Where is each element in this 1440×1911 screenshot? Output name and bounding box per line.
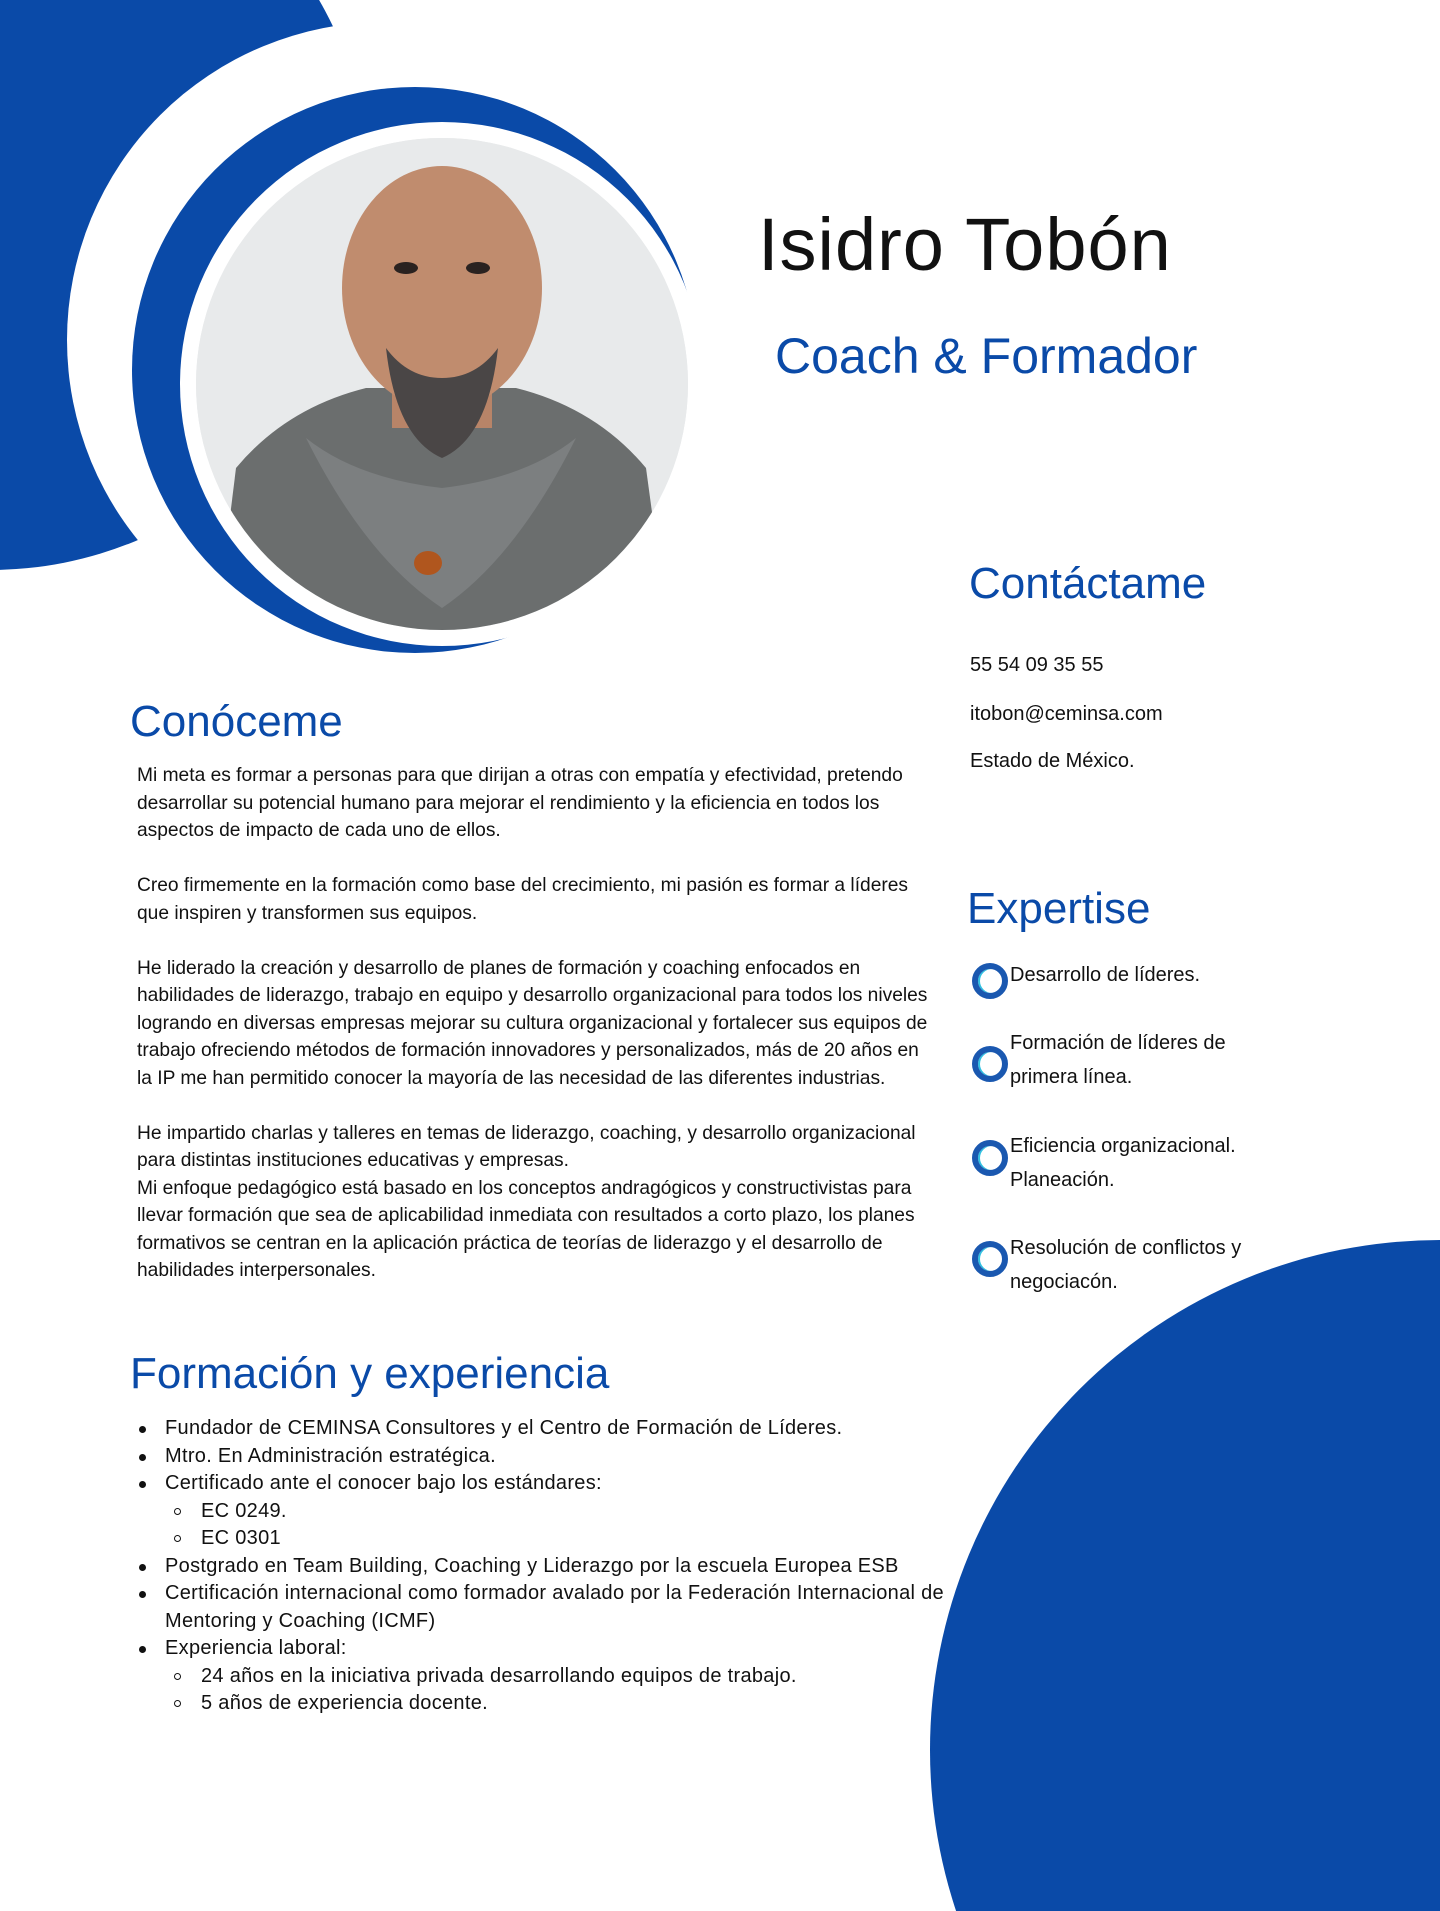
contact-phone: 55 54 09 35 55: [970, 654, 1104, 676]
expertise-item-label: Eficiencia organizacional. Planeación.: [1010, 1135, 1236, 1191]
about-paragraph: Mi meta es formar a personas para que dirijan a otras con empatía y efectividad, pretendo desarrollar su potencial humano para mejorar el rendimiento y la eficiencia en todos los aspectos de impacto de cada uno de ellos.: [137, 765, 903, 841]
list-item: Mtro. En Administración estratégica.: [137, 1443, 957, 1471]
list-subitem: 5 años de experiencia docente.: [137, 1690, 957, 1718]
list-subitem: EC 0301: [137, 1525, 957, 1553]
expertise-item-label: Resolución de conflictos y negociacón.: [1010, 1237, 1242, 1293]
profile-photo: [196, 138, 688, 630]
expertise-item-label: Desarrollo de líderes.: [1010, 964, 1201, 986]
list-item: Fundador de CEMINSA Consultores y el Centro de Formación de Líderes.: [137, 1415, 957, 1443]
ring-icon: [972, 1046, 1008, 1082]
about-paragraph: He liderado la creación y desarrollo de planes de formación y coaching enfocados en habilidades de liderazgo, trabajo en equipo y desarrollo organizacional para todos los niveles logrando en diversas empresas mejorar su cultura organizacional y fortalecer sus equipos de trabajo ofreciendo métodos de formación innovadores y personalizados, más de 20 años en la IP me han permitido conocer la mayoría de las necesidad de las diferentes industrias.: [137, 957, 928, 1089]
hollow-bullet-icon: [174, 1700, 181, 1707]
contact-email[interactable]: itobon@ceminsa.com: [970, 703, 1163, 725]
bullet-icon: [139, 1454, 146, 1461]
list-item: Certificación internacional como formador avalado por la Federación Internacional de Mentoring y Coaching (ICMF): [137, 1580, 957, 1635]
list-subitem: EC 0249.: [137, 1498, 957, 1526]
bullet-icon: [139, 1591, 146, 1598]
education-list: [137, 1415, 957, 1718]
bullet-icon: [139, 1564, 146, 1571]
ring-icon: [972, 1140, 1008, 1176]
list-item: Postgrado en Team Building, Coaching y Liderazgo por la escuela Europea ESB: [137, 1553, 957, 1581]
expertise-heading: Expertise: [967, 884, 1151, 933]
about-heading: Conóceme: [130, 697, 343, 746]
ring-icon: [972, 1241, 1008, 1277]
hollow-bullet-icon: [174, 1508, 181, 1515]
bullet-icon: [139, 1481, 146, 1488]
list-item: Experiencia laboral:: [137, 1635, 957, 1663]
ring-icon: [972, 963, 1008, 999]
hollow-bullet-icon: [174, 1535, 181, 1542]
bullet-icon: [139, 1646, 146, 1653]
person-name: Isidro Tobón: [758, 203, 1172, 286]
list-item: Certificado ante el conocer bajo los estándares:: [137, 1470, 957, 1498]
bottom-right-blue-disc: [930, 1240, 1440, 1911]
bullet-icon: [139, 1426, 146, 1433]
hollow-bullet-icon: [174, 1673, 181, 1680]
education-heading: Formación y experiencia: [130, 1349, 610, 1398]
expertise-item-label: Formación de líderes de primera línea.: [1010, 1032, 1226, 1088]
list-subitem: 24 años en la iniciativa privada desarrollando equipos de trabajo.: [137, 1663, 957, 1691]
about-body: [137, 762, 937, 1285]
about-paragraph: He impartido charlas y talleres en temas de liderazgo, coaching, y desarrollo organizacional para distintas instituciones educativas y empresas. Mi enfoque pedagógico está basado en los conceptos andragógicos y constructivistas para llevar formación que sea de aplicabilidad inmediata con resultados a corto plazo, los planes formativos se centran en la aplicación práctica de teorías de liderazgo y el desarrollo de habilidades interpersonales.: [137, 1122, 916, 1281]
about-paragraph: Creo firmemente en la formación como base del crecimiento, mi pasión es formar a líderes que inspiren y transformen sus equipos.: [137, 875, 909, 924]
contact-location: Estado de México.: [970, 750, 1135, 772]
contact-heading: Contáctame: [969, 559, 1207, 608]
person-role: Coach & Formador: [775, 328, 1198, 384]
